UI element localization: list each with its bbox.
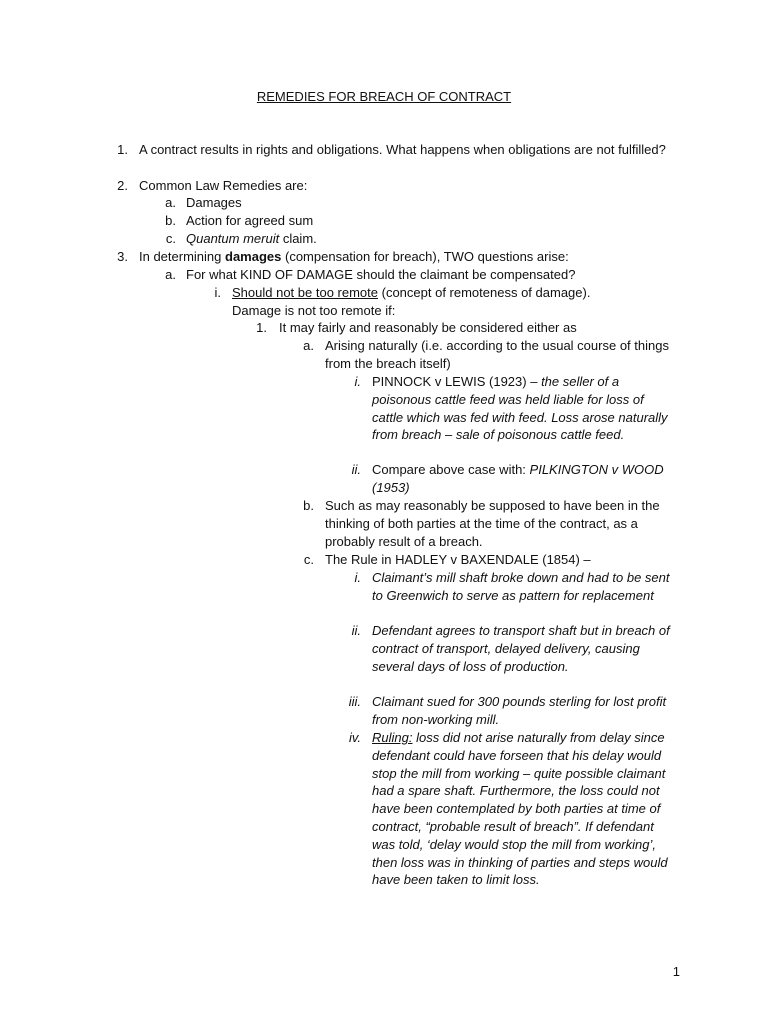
list-marker: ii. — [351, 623, 361, 638]
list-marker: c. — [303, 552, 314, 567]
list-item-text — [139, 177, 679, 195]
list-marker: iii. — [348, 694, 361, 709]
text-run: Compare above case with: — [372, 462, 530, 477]
text-run: Common Law Remedies are: — [139, 178, 308, 193]
list-item-text — [372, 729, 677, 889]
text-run: damages — [225, 249, 282, 264]
text-run: Ruling: — [372, 730, 413, 745]
text-run: It may fairly and reasonably be considered either as — [279, 320, 577, 335]
list-item-text — [186, 212, 666, 230]
text-run: In determining — [139, 249, 225, 264]
list-marker: a. — [165, 267, 176, 282]
list-item-text — [186, 194, 666, 212]
text-run: For what KIND OF DAMAGE should the claimant be compensated? — [186, 267, 576, 282]
list-marker: 3. — [117, 249, 128, 264]
text-run: Arising naturally (i.e. according to the usual course of things from the breach itself) — [325, 338, 669, 371]
text-run: PILKINGTON v WOOD (1953) — [372, 462, 664, 495]
list-marker: a. — [303, 338, 314, 353]
text-run: loss did not arise naturally from delay since defendant could have forseen that his delay would stop the mill from working – quite possible claimant had a spare shaft. Furthermore, the loss could not have been contemplated by both parties at time of contract, “probable result of breach”. If defendant was told, ‘delay would stop the mill from working’, then loss was in thinking of parties and steps would have been taken to limit loss. — [372, 730, 668, 888]
text-run: the seller of a poisonous cattle feed was held liable for loss of cattle which was fed with feed. Loss arose naturally from breach – sale of poisonous cattle feed. — [372, 374, 668, 443]
text-run: Claimant’s mill shaft broke down and had to be sent to Greenwich to serve as pattern for replacement — [372, 570, 670, 603]
list-marker: i. — [354, 374, 361, 389]
list-marker: a. — [165, 195, 176, 210]
page-number: 1 — [672, 964, 680, 979]
list-item-text — [372, 693, 677, 729]
list-item-text — [372, 373, 677, 444]
text-run: PINNOCK v LEWIS (1923) – — [372, 374, 542, 389]
list-item-text — [279, 319, 669, 337]
list-item-text — [372, 622, 677, 675]
list-marker: b. — [303, 498, 314, 513]
text-run: Claimant sued for 300 pounds sterling for lost profit from non-working mill. — [372, 694, 667, 727]
list-marker: iv. — [348, 730, 361, 745]
list-marker: 2. — [117, 178, 128, 193]
list-item-text — [232, 284, 642, 320]
text-run: Quantum meruit — [186, 231, 280, 246]
document-title: REMEDIES FOR BREACH OF CONTRACT — [256, 89, 512, 104]
text-run: Damages — [186, 195, 242, 210]
text-run: Should not be too remote — [232, 285, 378, 300]
text-run: (compensation for breach), TWO questions arise: — [281, 249, 569, 264]
list-marker: b. — [165, 213, 176, 228]
list-item-text — [139, 141, 679, 159]
list-item-text — [186, 266, 666, 284]
text-run: The Rule in HADLEY v BAXENDALE (1854) – — [325, 552, 591, 567]
text-run: Such as may reasonably be supposed to have been in the thinking of both parties at the time of the contract, as a probably result of a breach. — [325, 498, 660, 549]
text-run: A contract results in rights and obligations. What happens when obligations are not fulfilled? — [139, 142, 666, 157]
list-item-text — [325, 337, 670, 373]
list-item-text — [139, 248, 679, 266]
list-marker: 1. — [117, 142, 128, 157]
list-marker: c. — [165, 231, 176, 246]
list-marker: 1. — [256, 320, 267, 335]
list-item-text — [186, 230, 666, 248]
list-marker: ii. — [351, 462, 361, 477]
text-run: (concept of remoteness of damage). Damage is not too remote if: — [232, 285, 591, 318]
list-item-text — [325, 551, 680, 569]
text-run: claim. — [279, 231, 317, 246]
text-run: Defendant agrees to transport shaft but in breach of contract of transport, delayed delivery, causing several days of loss of production. — [372, 623, 670, 674]
list-marker: i. — [354, 570, 361, 585]
list-marker: i. — [214, 285, 221, 300]
text-run: Action for agreed sum — [186, 213, 314, 228]
list-item-text — [372, 569, 677, 605]
list-item-text — [325, 497, 680, 550]
list-item-text — [372, 461, 677, 497]
